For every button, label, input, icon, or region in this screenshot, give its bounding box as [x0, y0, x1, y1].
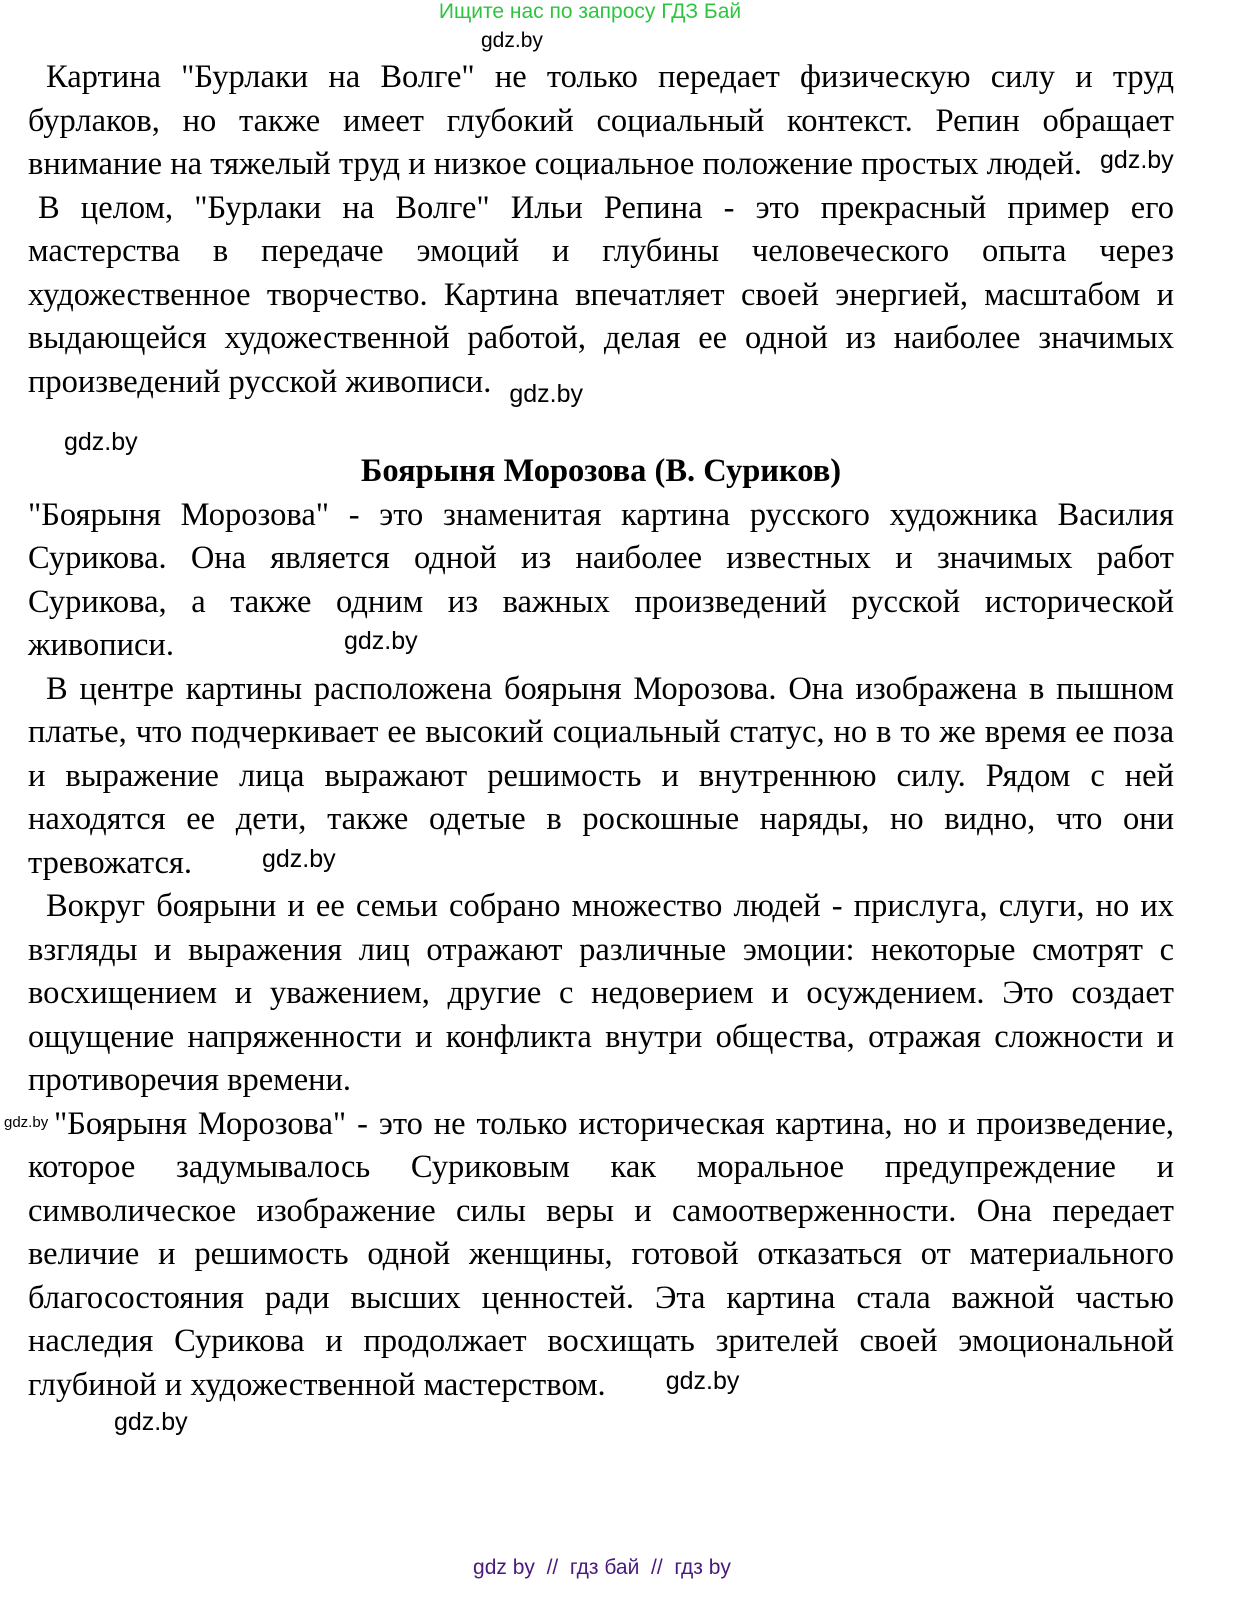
watermark: gdz.by: [1100, 146, 1174, 174]
watermark: gdz.by: [64, 428, 138, 456]
document-body: [4, 56, 1174, 1437]
watermark: gdz.by: [509, 379, 583, 408]
paragraph-text: "Боярыня Морозова" - это знаменитая картина русского художника Василия Сурикова. Она является одной из наиболее известных и значимых работ Сурикова, а также одним из важных произведений русской исторической живописи.: [28, 496, 1174, 663]
paragraph-text: "Боярыня Морозова" - это не только историческая картина, но и произведение, которое задумывалось Суриковым как моральное предупреждение и символическое изображение силы веры и самоотверженности. Она передает величие и решимость одной женщины, готовой отказаться от материального благосостояния ради высших ценностей. Эта картина стала важной частью наследия Сурикова и продолжает восхищать зрителей своей эмоциональной глубиной и художественной мастерством.: [28, 1105, 1174, 1403]
heading-text: Боярыня Морозова (В. Суриков): [360, 453, 842, 489]
watermark: gdz.by: [114, 1408, 188, 1436]
watermark: gdz.by: [4, 1113, 49, 1131]
watermark: gdz.by: [665, 1366, 740, 1395]
paragraph: [28, 885, 1174, 1103]
watermark: gdz.by: [261, 844, 336, 873]
paragraph: [28, 56, 1174, 187]
watermark: gdz.by: [343, 627, 418, 655]
paragraph: [28, 494, 1174, 668]
footer-links: gdz by // гдз бай // гдз by: [473, 1556, 731, 1579]
paragraph-text: Картина "Бурлаки на Волге" не только передает физическую силу и труд бурлаков, но также имеет глубокий социальный контекст. Репин обращает внимание на тяжелый труд и низкое социальное положение простых людей.: [28, 59, 1174, 182]
section-heading: [28, 428, 1174, 494]
paragraph: [28, 668, 1174, 886]
paragraph-text: В целом, "Бурлаки на Волге" Ильи Репина - это прекрасный пример его мастерства в передаче эмоций и глубины человеческого опыта через художественное творчество. Картина впечатляет своей энергией, масштабом и выдающейся художественной работой, делая ее одной из наиболее значимых произведений русской живописи.: [28, 189, 1174, 400]
paragraph-text: В центре картины расположена боярыня Морозова. Она изображена в пышном платье, что подчеркивает ее высокий социальный статус, но в то же время ее поза и выражение лица выражают решимость и внутреннюю силу. Рядом с ней находятся ее дети, также одетые в роскошные наряды, но видно, что они тревожатся.: [28, 670, 1174, 881]
search-banner: Ищите нас по запросу ГДЗ Бай: [438, 0, 742, 23]
paragraph: [28, 187, 1174, 407]
paragraph-text: Вокруг боярыни и ее семьи собрано множество людей - прислуга, слуги, но их взгляды и выражения лиц отражают различные эмоции: некоторые смотрят с восхищением и уважением, другие с недоверием и осуждением. Это создает ощущение напряженности и конфликта внутри общества, отражая сложности и противоречия времени.: [28, 888, 1174, 1098]
paragraph: [4, 1103, 1174, 1408]
watermark: gdz.by: [481, 29, 543, 52]
